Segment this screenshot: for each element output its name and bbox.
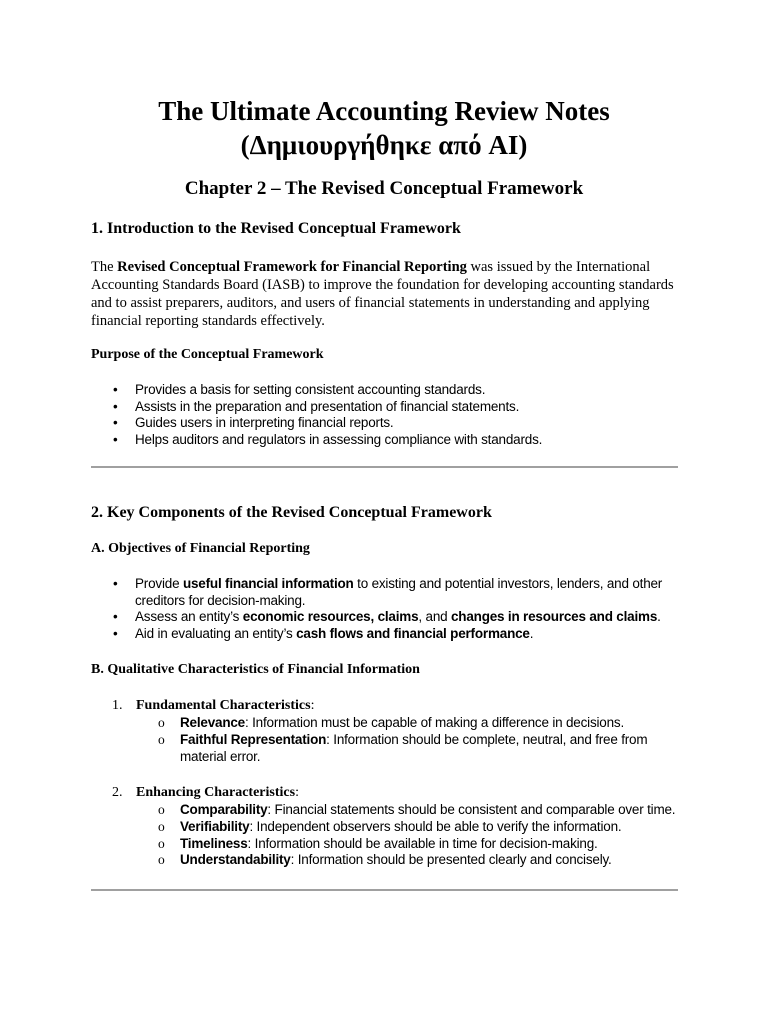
description: : Information must be capable of making a difference in decisions. — [245, 715, 625, 730]
list-item — [136, 715, 676, 732]
list-item — [136, 836, 676, 853]
text-run: Assess an entity’s — [135, 609, 243, 625]
circle-bullet-icon: o — [158, 835, 165, 851]
divider — [91, 889, 678, 891]
description: : Information should be complete, neutral, and free from material error. — [180, 731, 648, 764]
document-title-line2: (Δημιουργήθηκε από AI) — [240, 130, 528, 160]
purpose-list — [91, 382, 691, 448]
text-run: Aid in evaluating an entity’s — [135, 625, 297, 641]
circle-bullet-icon: o — [158, 852, 165, 868]
term: Verifiability — [180, 818, 250, 834]
list-item — [136, 802, 676, 819]
qualitative-heading: B. Qualitative Characteristics of Financial Information — [91, 662, 420, 677]
objectives-heading: A. Objectives of Financial Reporting — [91, 541, 310, 556]
term: Comparability — [180, 802, 268, 817]
text-run: to existing and potential investors, lenders, and other creditors for decision-making. — [135, 576, 663, 608]
chapter-heading: Chapter 2 – The Revised Conceptual Framework — [184, 178, 584, 199]
section2-heading: 2. Key Components of the Revised Conceptual Framework — [91, 504, 492, 521]
term: Timeliness — [180, 835, 248, 851]
enhancing-heading — [136, 785, 299, 801]
bold-run: changes in resources and claims — [450, 609, 658, 625]
enhancing-label: Enhancing Characteristics — [136, 785, 296, 800]
bold-run: useful financial information — [182, 576, 354, 591]
list-item — [91, 576, 691, 609]
list-item — [136, 819, 676, 836]
term: Faithful Representation — [180, 731, 327, 747]
description: : Information should be available in time for decision-making. — [247, 835, 598, 851]
bold-run: cash flows and financial performance — [296, 625, 530, 641]
para-text-rest: was issued by the International Accounting Standards Board (IASB) to improve the foundation for developing accounting standards and to assist preparers, auditors, and users of financial statements in understanding and applying financial reporting standards effectively. — [91, 259, 674, 329]
section1-paragraph — [91, 258, 681, 330]
description: : Independent observers should be able to verify the information. — [249, 818, 622, 834]
fundamental-label: Fundamental Characteristics — [136, 698, 311, 713]
list-item — [136, 852, 676, 869]
bold-run: economic resources, claims — [242, 609, 419, 625]
para-bold-term: Revised Conceptual Framework for Financial Reporting — [117, 259, 467, 275]
list-item: • Provides a basis for setting consistent accounting standards. — [91, 382, 691, 399]
fundamental-heading — [136, 698, 314, 714]
list-item — [136, 732, 676, 766]
list-item: • Guides users in interpreting financial reports. — [91, 415, 691, 432]
section1-heading: 1. Introduction to the Revised Conceptual Framework — [91, 220, 461, 237]
text-run: . — [657, 609, 661, 625]
circle-bullet-icon: o — [158, 731, 165, 747]
ordered-number: 2. — [112, 785, 123, 800]
colon: : — [310, 698, 315, 713]
description: : Financial statements should be consistent and comparable over time. — [267, 802, 676, 817]
circle-bullet-icon: o — [158, 802, 165, 817]
purpose-heading: Purpose of the Conceptual Framework — [91, 347, 324, 362]
colon: : — [295, 785, 299, 800]
divider — [91, 466, 678, 468]
list-item — [91, 609, 691, 626]
document-title-line1: The Ultimate Accounting Review Notes — [158, 96, 610, 126]
list-item: • Assists in the preparation and presentation of financial statements. — [91, 399, 691, 416]
fundamental-list — [136, 715, 676, 765]
circle-bullet-icon: o — [158, 818, 165, 834]
ordered-number: 1. — [112, 698, 123, 713]
term: Understandability — [180, 852, 291, 868]
term: Relevance — [180, 715, 245, 730]
text-run: , and — [418, 609, 451, 625]
text-run: Provide — [135, 576, 183, 591]
objectives-list — [91, 576, 691, 642]
circle-bullet-icon: o — [158, 715, 165, 730]
enhancing-list — [136, 802, 676, 869]
list-item — [91, 626, 691, 643]
text-run: . — [529, 625, 534, 641]
description: : Information should be presented clearly and concisely. — [290, 852, 612, 868]
list-item: • Helps auditors and regulators in assessing compliance with standards. — [91, 432, 691, 449]
para-text-start: The — [91, 259, 118, 275]
